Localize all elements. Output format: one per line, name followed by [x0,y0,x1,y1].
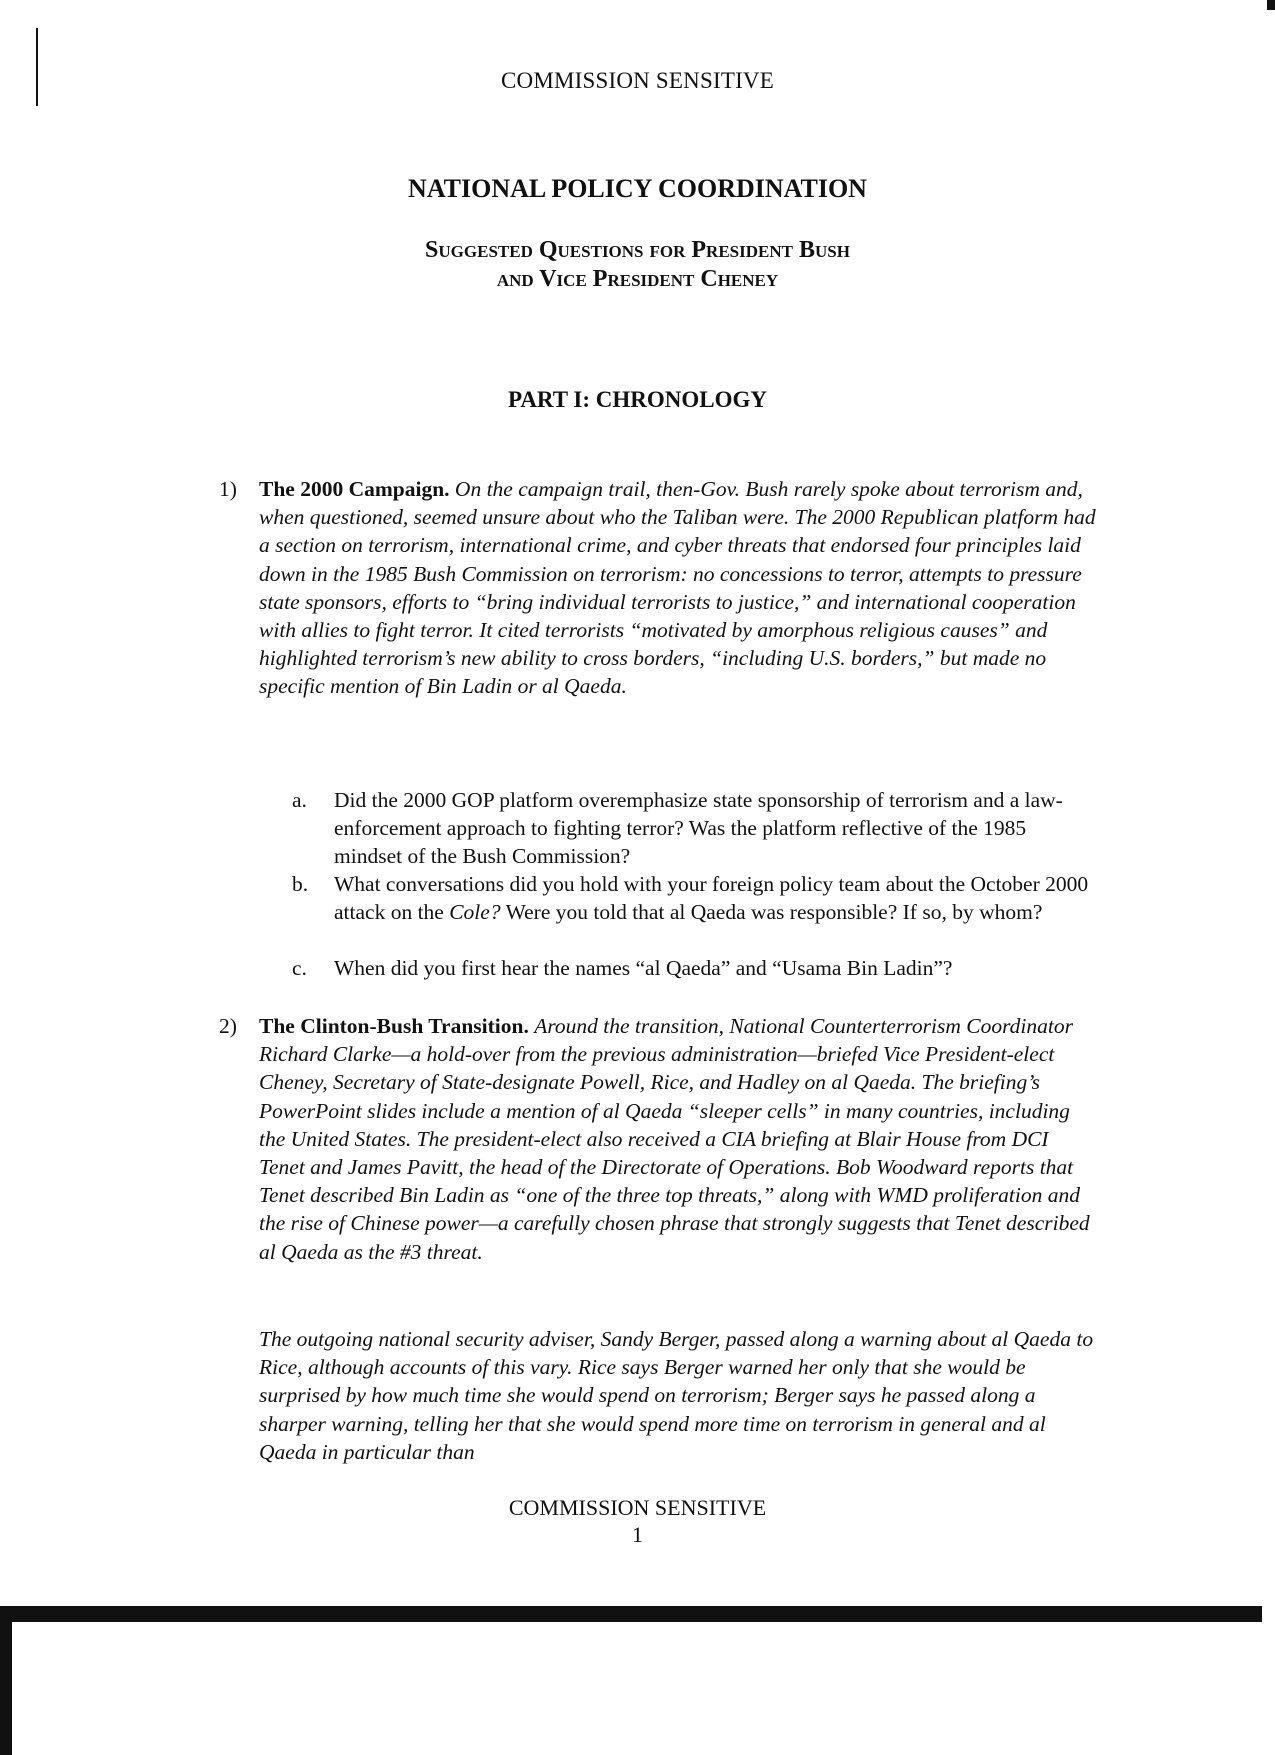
sub-question-letter: a. [292,788,307,812]
sub-question-b [292,870,1092,926]
page-number: 1 [632,1522,643,1547]
subtitle-line-1: Suggested Questions for President Bush [425,237,850,263]
scan-corner-mark [1267,0,1275,10]
item-text: Around the transition, National Counterterrorism Coordinator Richard Clarke—a hold-over from the previous administration—briefed Vice President-elect Cheney, Secretary of State-designate Powell, Rice, and Hadley on al Qaeda. The briefing’s PowerPoint slides include a mention of al Qaeda “sleeper cells” in many countries, including the United States. The president-elect also received a CIA briefing at Blair House from DCI Tenet and James Pavitt, the head of the Directorate of Operations. Bob Woodward reports that Tenet described Bin Ladin as “one of the three top threats,” along with WMD proliferation and the rise of Chinese power—a carefully chosen phrase that strongly suggests that Tenet described al Qaeda as the #3 threat. [259,1014,1090,1264]
question-item-2 [219,1012,1099,1266]
scan-edge-corner [0,1620,12,1755]
item-heading: The Clinton-Bush Transition. [259,1014,529,1038]
footer [0,1494,1275,1548]
sub-question-letter: c. [292,956,307,980]
item-number: 1) [219,477,237,501]
sub-question-letter: b. [292,872,309,896]
footer-classification: COMMISSION SENSITIVE [508,1495,767,1520]
item-2-continuation: The outgoing national security adviser, Sandy Berger, passed along a warning about al Qaeda to Rice, although accounts of this vary. Rice says Berger warned her only that she would be surprised by how much time she would spend on terrorism; Berger says he passed along a sharper warning, telling her that she would spend more time on terrorism in general and al Qaeda in particular than [259,1327,1094,1464]
sub-question-a [292,786,1092,871]
sub-question-text: When did you first hear the names “al Qaeda” and “Usama Bin Ladin”? [334,956,953,980]
sub-question-text: What conversations did you hold with your foreign policy team about the October 2000 attack on the Cole? Were you told that al Qaeda was responsible? If so, by whom? [334,872,1089,925]
sub-question-text: Did the 2000 GOP platform overemphasize state sponsorship of terrorism and a law-enforcement approach to fighting terror? Was the platform reflective of the 1985 mindset of the Bush Commission? [334,788,1063,869]
header-classification: COMMISSION SENSITIVE [501,68,774,93]
document-subtitle [0,236,1275,294]
scan-edge-bar [0,1606,1262,1622]
sub-question-c [292,954,1092,982]
item-body [259,1012,1099,1266]
scan-margin-mark [36,28,38,106]
item-number: 2) [219,1014,237,1038]
ship-name: Cole? [449,900,501,925]
item-text: On the campaign trail, then-Gov. Bush rarely spoke about terrorism and, when questioned, seemed unsure about who the Taliban were. The 2000 Republican platform had a section on terrorism, international crime, and cyber threats that endorsed four principles laid down in the 1985 Bush Commission on terrorism: no concessions to terror, attempts to pressure state sponsors, efforts to “bring individual terrorists to justice,” and international cooperation with allies to fight terror. It cited terrorists “motivated by amorphous religious causes” and highlighted terrorism’s new ability to cross borders, “including U.S. borders,” but made no specific mention of Bin Ladin or al Qaeda. [259,477,1096,699]
question-item-1 [219,475,1099,701]
subtitle-line-2: and Vice President Cheney [496,266,779,292]
item-heading: The 2000 Campaign. [259,477,450,501]
item-body [259,475,1099,701]
part-heading: PART I: CHRONOLOGY [507,387,768,412]
document-title: NATIONAL POLICY COORDINATION [408,174,867,203]
